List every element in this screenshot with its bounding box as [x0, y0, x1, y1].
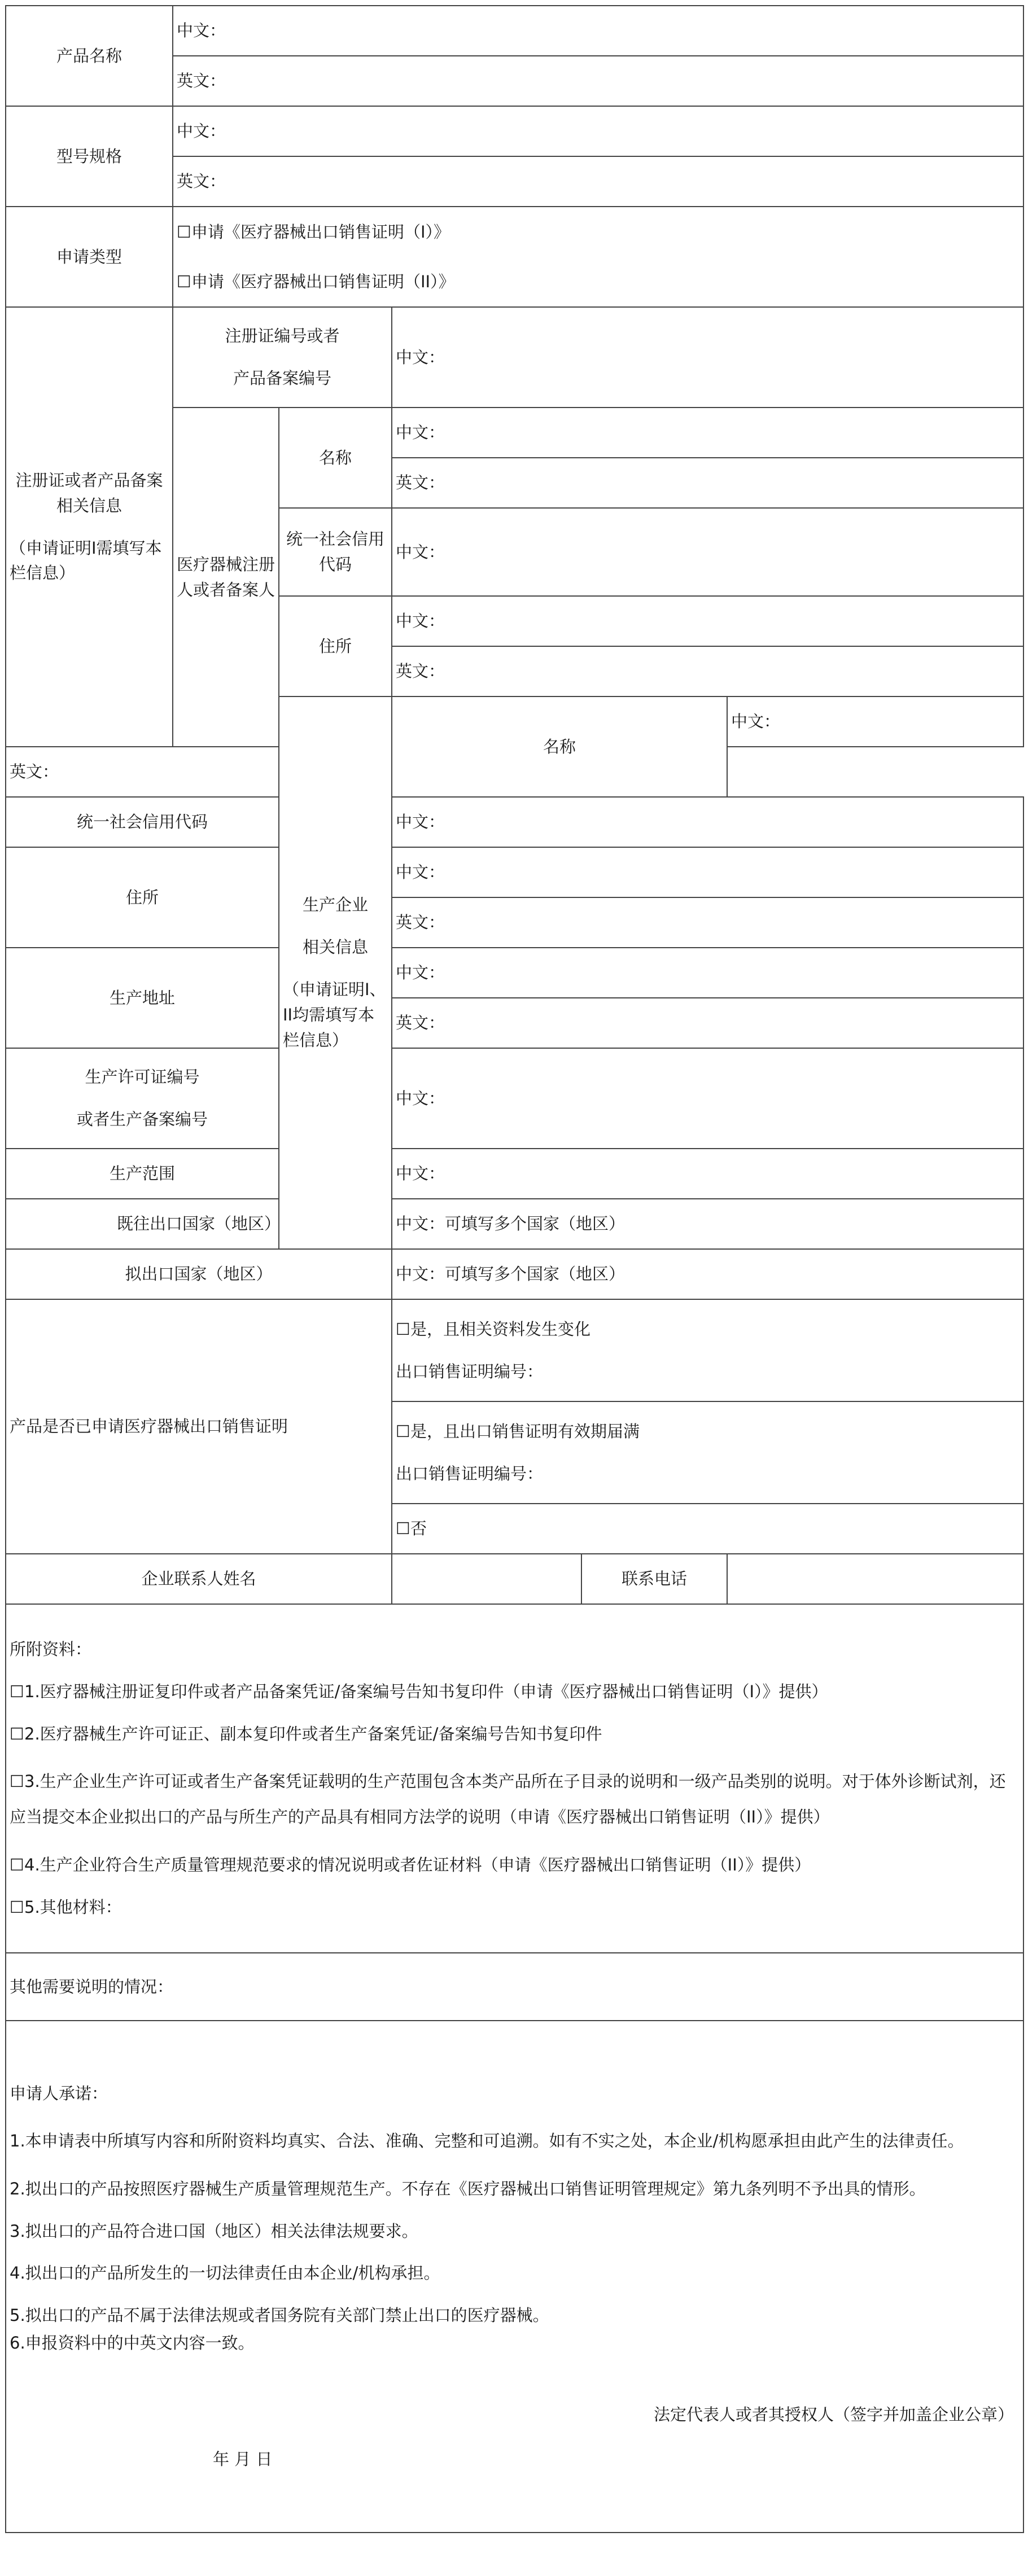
manufacturer-group-note: （申请证明I、II均需填写本栏信息）	[283, 980, 386, 1050]
application-form	[5, 5, 1023, 2533]
reg-no-cn-field[interactable]: 中文：	[392, 307, 1023, 408]
manufacturer-group-subtitle: 相关信息	[302, 937, 368, 957]
apply-type-label: 申请类型	[6, 207, 173, 307]
commitment-item-3: 3.拟出口的产品符合进口国（地区）相关法律法规要求。	[10, 2221, 418, 2241]
registrant-credit-cn-field[interactable]: 中文：	[392, 508, 1023, 596]
registrant-label: 医疗器械注册人或者备案人	[173, 408, 279, 747]
commitment-item-5: 5.拟出口的产品不属于法律法规或者国务院有关部门禁止出口的医疗器械。	[10, 2306, 549, 2325]
mfr-name-cn-field[interactable]: 中文：	[727, 696, 1023, 747]
attachment-item-5[interactable]: ☐5.其他材料：	[10, 1898, 122, 1917]
model-cn-field[interactable]: 中文：	[173, 106, 1023, 156]
registration-group-label	[6, 307, 173, 747]
product-name-label: 产品名称	[6, 6, 173, 106]
model-label: 型号规格	[6, 106, 173, 207]
commitment-item-4: 4.拟出口的产品所发生的一切法律责任由本企业/机构承担。	[10, 2263, 440, 2283]
mfr-site-en-field[interactable]: 英文：	[392, 998, 1023, 1048]
apply-type-option-2[interactable]: ☐申请《医疗器械出口销售证明（II）》	[173, 257, 1023, 307]
application-table	[5, 5, 1024, 2533]
applied-label: 产品是否已申请医疗器械出口销售证明	[6, 1299, 392, 1554]
applied-option-2-cert-no[interactable]: 出口销售证明编号：	[396, 1464, 544, 1483]
applied-option-1[interactable]	[392, 1299, 1023, 1401]
reg-no-label-line2: 产品备案编号	[233, 369, 331, 388]
mfr-credit-cn-field[interactable]: 中文：	[392, 797, 1023, 847]
mfr-license-label	[6, 1048, 279, 1149]
contact-phone-field[interactable]	[727, 1554, 1023, 1604]
mfr-address-en-field[interactable]: 英文：	[392, 897, 1023, 948]
applied-option-3[interactable]: ☐否	[392, 1504, 1023, 1554]
apply-type-option-1[interactable]: ☐申请《医疗器械出口销售证明（I）》	[173, 207, 1023, 257]
registrant-name-label: 名称	[279, 408, 392, 508]
mfr-site-label: 生产地址	[6, 948, 279, 1048]
product-name-cn-field[interactable]: 中文：	[173, 6, 1023, 56]
mfr-address-cn-field[interactable]: 中文：	[392, 847, 1023, 897]
registrant-address-en-field[interactable]: 英文：	[392, 646, 1023, 696]
mfr-scope-label: 生产范围	[6, 1149, 279, 1199]
registrant-name-en-field[interactable]: 英文：	[392, 458, 1023, 508]
reg-no-label-line1: 注册证编号或者	[225, 326, 340, 346]
registration-group-title: 注册证或者产品备案相关信息	[15, 470, 163, 515]
applied-option-1-cert-no[interactable]: 出口销售证明编号：	[396, 1361, 544, 1381]
registrant-address-cn-field[interactable]: 中文：	[392, 596, 1023, 646]
past-countries-label: 既往出口国家（地区）	[6, 1199, 392, 1249]
attachment-item-4[interactable]: ☐4.生产企业符合生产质量管理规范要求的情况说明或者佐证材料（申请《医疗器械出口销售证明（II）》提供）	[10, 1855, 811, 1875]
attachments-section	[6, 1604, 1023, 1953]
date-line[interactable]: 年 月 日	[213, 2450, 273, 2469]
contact-phone-label: 联系电话	[581, 1554, 727, 1604]
planned-countries-label: 拟出口国家（地区）	[6, 1249, 392, 1299]
mfr-license-label-line1: 生产许可证编号	[85, 1067, 200, 1087]
reg-no-label	[173, 307, 392, 408]
past-countries-field[interactable]: 中文：可填写多个国家（地区）	[392, 1199, 1023, 1249]
model-en-field[interactable]: 英文：	[173, 156, 1023, 207]
applied-option-1-check[interactable]: ☐是，且相关资料发生变化	[396, 1319, 590, 1339]
commitment-item-6: 6.申报资料中的中英文内容一致。	[10, 2333, 255, 2353]
mfr-credit-label: 统一社会信用代码	[6, 797, 279, 847]
mfr-license-label-line2: 或者生产备案编号	[76, 1110, 208, 1129]
registrant-credit-label: 统一社会信用代码	[279, 508, 392, 596]
contact-name-label: 企业联系人姓名	[6, 1554, 392, 1604]
mfr-license-cn-field[interactable]: 中文：	[392, 1048, 1023, 1149]
attachment-item-1[interactable]: ☐1.医疗器械注册证复印件或者产品备案凭证/备案编号告知书复印件（申请《医疗器械出口销售证明（I）》提供）	[10, 1681, 828, 1701]
other-notes-field[interactable]: 其他需要说明的情况：	[6, 1953, 1023, 2021]
mfr-scope-cn-field[interactable]: 中文：	[392, 1149, 1023, 1199]
mfr-name-label: 名称	[392, 696, 727, 797]
signature-line[interactable]: 法定代表人或者其授权人（签字并加盖企业公章）	[653, 2405, 1014, 2425]
mfr-site-cn-field[interactable]: 中文：	[392, 948, 1023, 998]
commitment-section	[6, 2021, 1023, 2533]
applied-option-2[interactable]	[392, 1401, 1023, 1504]
commitment-item-2: 2.拟出口的产品按照医疗器械生产质量管理规范生产。不存在《医疗器械出口销售证明管理规定》第九条列明不予出具的情形。	[10, 2179, 926, 2198]
manufacturer-group-title: 生产企业	[302, 895, 368, 915]
applied-option-2-check[interactable]: ☐是，且出口销售证明有效期届满	[396, 1421, 640, 1441]
attachment-item-3[interactable]: ☐3.生产企业生产许可证或者生产备案凭证载明的生产范围包含本类产品所在子目录的说明和一级产品类别的说明。对于体外诊断试剂，还应当提交本企业拟出口的产品与所生产的产品具有相同方法学的说明（申请《医疗器械出口销售证明（II）》提供）	[10, 1771, 1006, 1827]
contact-name-field[interactable]	[392, 1554, 581, 1604]
registration-group-note: （申请证明I需填写本栏信息）	[10, 538, 162, 583]
attachments-title: 所附资料：	[10, 1639, 92, 1659]
mfr-address-label: 住所	[6, 847, 279, 948]
registrant-address-label: 住所	[279, 596, 392, 696]
attachment-item-2[interactable]: ☐2.医疗器械生产许可证正、副本复印件或者生产备案凭证/备案编号告知书复印件	[10, 1724, 602, 1743]
product-name-en-field[interactable]: 英文：	[173, 56, 1023, 106]
planned-countries-field[interactable]: 中文：可填写多个国家（地区）	[392, 1249, 1023, 1299]
registrant-name-cn-field[interactable]: 中文：	[392, 408, 1023, 458]
mfr-name-en-field[interactable]: 英文：	[6, 747, 392, 797]
commitment-item-1: 1.本申请表中所填写内容和所附资料均真实、合法、准确、完整和可追溯。如有不实之处，本企业/机构愿承担由此产生的法律责任。	[10, 2131, 964, 2150]
commitment-title: 申请人承诺：	[10, 2083, 108, 2103]
